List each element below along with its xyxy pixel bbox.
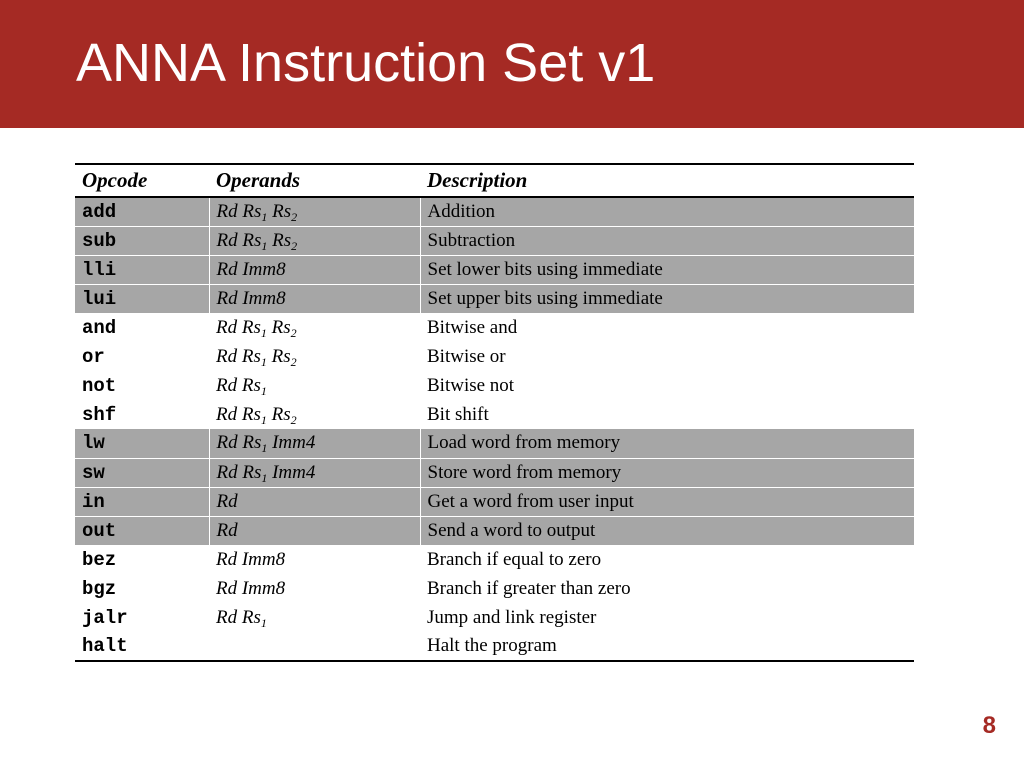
opcode-cell: lw: [75, 429, 209, 458]
operand-text: Rd Rs: [216, 316, 261, 338]
operand-text: Rs: [266, 345, 291, 367]
operand-text: Rd Rs: [216, 403, 261, 425]
operand-subscript: 1: [261, 209, 268, 224]
description-cell: Addition: [420, 197, 914, 226]
table-row: [75, 516, 914, 545]
operand-text: Rd Rs: [216, 606, 261, 628]
operand-text: Rd Rs: [216, 432, 262, 454]
operands-cell: [209, 487, 420, 516]
operands-cell: [209, 429, 420, 458]
table-row: [75, 284, 914, 313]
operand-subscript: 1: [261, 441, 268, 456]
operands-cell: [209, 458, 420, 487]
opcode-cell: shf: [82, 403, 117, 426]
operand-subscript: 2: [291, 238, 298, 253]
opcode-cell: not: [82, 374, 117, 397]
opcode-cell: and: [82, 316, 117, 339]
operand-text: Rs: [267, 229, 292, 251]
opcode-cell: lli: [75, 255, 209, 284]
description-cell: Set upper bits using immediate: [420, 284, 914, 313]
table-row: [75, 313, 914, 342]
operand-text: Rs: [267, 200, 292, 222]
description-cell: Load word from memory: [420, 429, 914, 458]
description-cell: Branch if greater than zero: [427, 577, 631, 599]
description-cell: Store word from memory: [420, 458, 914, 487]
operand-text: Rd Rs: [216, 229, 262, 251]
table-row: [75, 400, 914, 429]
description-cell: Bitwise and: [427, 316, 518, 338]
description-cell: Bitwise not: [427, 374, 515, 396]
operand-subscript: 1: [261, 470, 268, 485]
title-bar: [0, 0, 1024, 128]
operand-text: Rd Imm8: [216, 548, 286, 570]
table-row: [75, 371, 914, 400]
operands-cell: [209, 603, 420, 632]
operand-subscript: 2: [290, 412, 297, 427]
operands-cell: [209, 313, 420, 342]
operands-cell: [209, 284, 420, 313]
opcode-cell: bez: [82, 548, 117, 571]
operands-cell: [209, 632, 420, 661]
opcode-cell: add: [75, 197, 209, 226]
opcode-cell: out: [75, 516, 209, 545]
description-cell: Bit shift: [427, 403, 489, 425]
table-row: [75, 342, 914, 371]
operand-subscript: 1: [260, 383, 267, 398]
table-row: [75, 429, 914, 458]
operand-subscript: 2: [290, 354, 297, 369]
operands-cell: [209, 400, 420, 429]
operand-subscript: 2: [290, 325, 297, 340]
instruction-table: [75, 163, 914, 662]
table-row: [75, 545, 914, 574]
table-header-row: [75, 164, 914, 197]
opcode-cell: lui: [75, 284, 209, 313]
operands-cell: [209, 255, 420, 284]
operand-subscript: 1: [260, 325, 267, 340]
table-row: [75, 603, 914, 632]
operand-subscript: 1: [260, 615, 267, 630]
operand-text: Rd Rs: [216, 461, 262, 483]
description-cell: Set lower bits using immediate: [420, 255, 914, 284]
table-row: [75, 487, 914, 516]
opcode-cell: sw: [75, 458, 209, 487]
table-row: [75, 458, 914, 487]
slide-title: ANNA Instruction Set v1: [76, 33, 656, 93]
operand-text: Rs: [266, 316, 291, 338]
table-row: [75, 197, 914, 226]
description-cell: Send a word to output: [420, 516, 914, 545]
operands-cell: [209, 545, 420, 574]
operands-cell: [209, 516, 420, 545]
operand-text: Rd: [216, 519, 238, 541]
table-row: [75, 632, 914, 661]
operand-subscript: 1: [260, 412, 267, 427]
operands-cell: [209, 371, 420, 400]
opcode-cell: sub: [75, 226, 209, 255]
operand-text: Rs: [266, 403, 291, 425]
description-cell: Subtraction: [420, 226, 914, 255]
operand-text: Imm4: [267, 461, 316, 483]
opcode-cell: jalr: [82, 606, 128, 629]
operand-text: Rd: [216, 490, 238, 512]
description-cell: Get a word from user input: [420, 487, 914, 516]
operand-text: Rd Imm8: [216, 258, 286, 280]
page-number: 8: [982, 712, 996, 739]
table-row: [75, 226, 914, 255]
operand-subscript: 2: [291, 209, 298, 224]
table-body: [75, 197, 914, 661]
opcode-cell: or: [82, 345, 105, 368]
operands-cell: [209, 197, 420, 226]
header-opcode: Opcode: [75, 164, 209, 197]
table-row: [75, 574, 914, 603]
operands-cell: [209, 574, 420, 603]
opcode-cell: in: [75, 487, 209, 516]
operand-text: Rd Imm8: [216, 577, 286, 599]
operands-cell: [209, 342, 420, 371]
description-cell: Jump and link register: [427, 606, 597, 628]
operand-subscript: 1: [261, 238, 268, 253]
operands-cell: [209, 226, 420, 255]
operand-subscript: 1: [260, 354, 267, 369]
operand-text: Rd Rs: [216, 200, 262, 222]
description-cell: Branch if equal to zero: [427, 548, 602, 570]
description-cell: Bitwise or: [427, 345, 506, 367]
description-cell: Halt the program: [420, 632, 914, 661]
opcode-cell: bgz: [82, 577, 117, 600]
header-description: Description: [420, 164, 914, 197]
opcode-cell: halt: [75, 632, 209, 661]
operand-text: Rd Rs: [216, 374, 261, 396]
table-row: [75, 255, 914, 284]
header-operands: Operands: [209, 164, 420, 197]
operand-text: Rd Rs: [216, 345, 261, 367]
operand-text: Imm4: [267, 432, 316, 454]
operand-text: Rd Imm8: [216, 287, 286, 309]
